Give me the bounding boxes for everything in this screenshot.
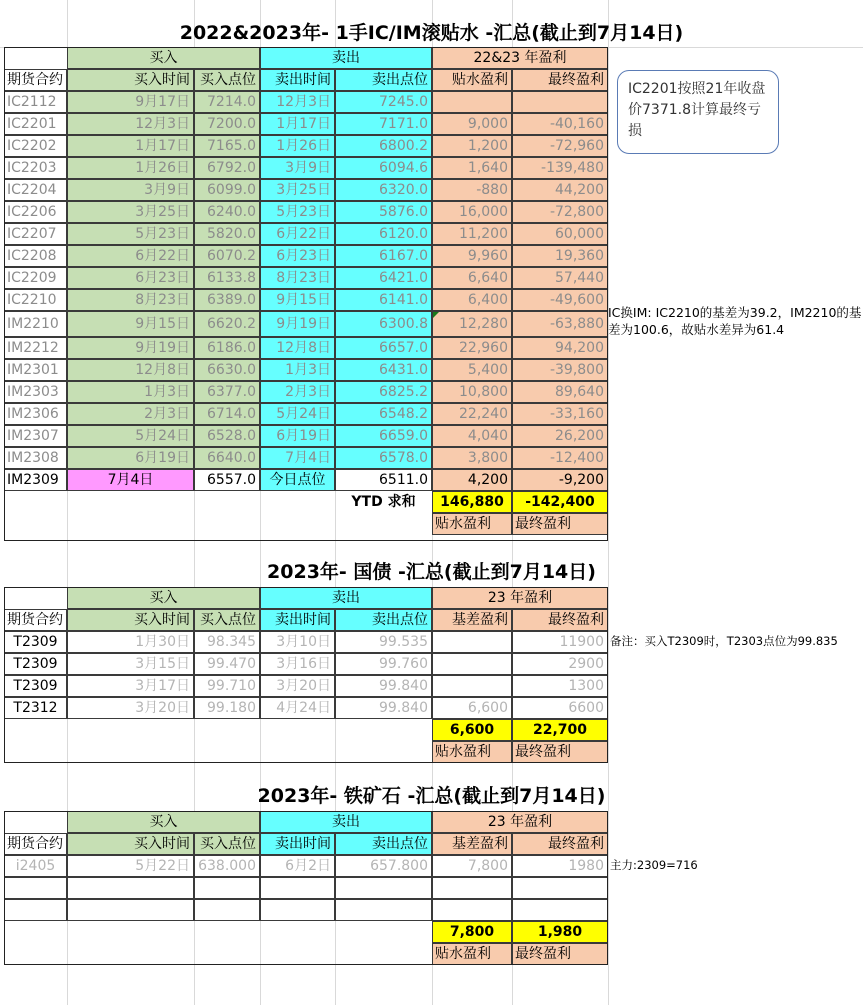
table-cell[interactable]: 26,200 (512, 425, 608, 447)
table-cell-current[interactable]: 今日点位 (260, 469, 335, 491)
table-cell[interactable]: IM2301 (4, 359, 67, 381)
column-header-contract[interactable]: 期货合约 (4, 69, 67, 91)
table-cell[interactable]: 7200.0 (194, 113, 260, 135)
table-cell-current[interactable]: 7月4日 (67, 469, 194, 491)
table-cell[interactable]: T2309 (4, 675, 67, 697)
table-cell[interactable]: 6528.0 (194, 425, 260, 447)
table-cell[interactable]: 11,200 (432, 223, 512, 245)
footer-tieshui-label[interactable]: 贴水盈利 (432, 513, 512, 535)
table-cell[interactable]: 6094.6 (335, 157, 432, 179)
table-cell[interactable]: 6120.0 (335, 223, 432, 245)
table-cell[interactable]: 6141.0 (335, 289, 432, 311)
table-cell[interactable]: 6月23日 (67, 267, 194, 289)
empty-cell[interactable] (512, 877, 608, 899)
ytd-sum-label[interactable]: YTD 求和 (351, 494, 416, 510)
table-cell[interactable]: 6,600 (432, 697, 512, 719)
table-cell[interactable]: 3月20日 (67, 697, 194, 719)
table-cell[interactable]: IC2112 (4, 91, 67, 113)
table-cell[interactable]: IC2207 (4, 223, 67, 245)
table-cell[interactable]: IC2204 (4, 179, 67, 201)
table-cell[interactable]: 1月26日 (67, 157, 194, 179)
table-cell[interactable] (512, 91, 608, 113)
column-header-buy_time[interactable]: 买入时间 (67, 69, 194, 91)
table-cell[interactable]: 6578.0 (335, 447, 432, 469)
column-header-sell_pt[interactable]: 卖出点位 (335, 609, 432, 631)
table-cell[interactable]: 99.840 (335, 697, 432, 719)
empty-cell[interactable] (4, 877, 67, 899)
table-cell[interactable]: IC2201 (4, 113, 67, 135)
comment-callout[interactable]: IC2201按照21年收盘价7371.8计算最终亏损 (617, 70, 779, 154)
section3-title[interactable]: 2023年- 铁矿石 -汇总(截止到7月14日) (257, 784, 606, 807)
table-cell[interactable]: IM2210 (4, 311, 67, 337)
table-cell[interactable]: 3,800 (432, 447, 512, 469)
table-cell[interactable]: 9月17日 (67, 91, 194, 113)
column-header-contract[interactable]: 期货合约 (4, 833, 67, 855)
table-cell[interactable]: IM2212 (4, 337, 67, 359)
column-header-final[interactable]: 最终盈利 (512, 609, 608, 631)
table-cell[interactable]: 3月20日 (260, 675, 335, 697)
table-cell-current[interactable]: 4,200 (432, 469, 512, 491)
table-cell[interactable]: IM2303 (4, 381, 67, 403)
table-cell[interactable]: 6620.2 (194, 311, 260, 337)
column-header-buy_time[interactable]: 买入时间 (67, 833, 194, 855)
table-cell[interactable]: 99.535 (335, 631, 432, 653)
footer-final-label[interactable]: 最终盈利 (512, 513, 608, 535)
table-cell[interactable]: 9月19日 (260, 311, 335, 337)
table-cell[interactable]: 6240.0 (194, 201, 260, 223)
comment-marker-icon[interactable] (433, 312, 439, 318)
buy-group-header[interactable]: 买入 (67, 587, 260, 609)
table-cell[interactable]: 1月3日 (260, 359, 335, 381)
table-cell[interactable]: 89,640 (512, 381, 608, 403)
table-cell[interactable]: -880 (432, 179, 512, 201)
profit-group-header[interactable]: 23 年盈利 (432, 587, 608, 609)
table-cell[interactable]: 3月25日 (260, 179, 335, 201)
table-cell[interactable]: -72,960 (512, 135, 608, 157)
table-cell[interactable]: 7171.0 (335, 113, 432, 135)
empty-cell[interactable] (67, 877, 194, 899)
table-cell[interactable] (432, 631, 512, 653)
sell-group-header[interactable]: 卖出 (260, 47, 432, 69)
empty-cell[interactable] (432, 877, 512, 899)
table-cell[interactable]: 99.840 (335, 675, 432, 697)
bond-basis-total[interactable]: 6,600 (432, 719, 512, 741)
table-cell[interactable]: T2312 (4, 697, 67, 719)
table-cell[interactable] (432, 653, 512, 675)
table-cell[interactable]: 6099.0 (194, 179, 260, 201)
column-header-basis[interactable]: 基差盈利 (432, 609, 512, 631)
table-cell[interactable]: 1,640 (432, 157, 512, 179)
empty-cell[interactable] (260, 899, 335, 921)
table-cell[interactable]: 12月3日 (260, 91, 335, 113)
footer-final-label[interactable]: 最终盈利 (512, 741, 608, 763)
buy-group-header[interactable]: 买入 (67, 47, 260, 69)
table-cell[interactable]: 6640.0 (194, 447, 260, 469)
table-cell[interactable]: 3月9日 (260, 157, 335, 179)
table-cell[interactable]: 6320.0 (335, 179, 432, 201)
table-cell[interactable]: 638.000 (194, 855, 260, 877)
table-cell[interactable]: -49,600 (512, 289, 608, 311)
table-cell[interactable]: 6800.2 (335, 135, 432, 157)
table-cell[interactable]: IC2210 (4, 289, 67, 311)
empty-cell[interactable] (260, 877, 335, 899)
table-cell[interactable]: 5月24日 (260, 403, 335, 425)
table-cell[interactable]: 94,200 (512, 337, 608, 359)
table-cell-current[interactable]: -9,200 (512, 469, 608, 491)
column-header-tieshui[interactable]: 贴水盈利 (432, 69, 512, 91)
table-cell[interactable]: 6月19日 (67, 447, 194, 469)
table-cell[interactable]: IM2308 (4, 447, 67, 469)
table-cell[interactable]: -12,400 (512, 447, 608, 469)
table-cell[interactable]: 10,800 (432, 381, 512, 403)
table-cell[interactable]: 9月19日 (67, 337, 194, 359)
table-cell[interactable]: -139,480 (512, 157, 608, 179)
table-cell[interactable]: 1月30日 (67, 631, 194, 653)
table-cell[interactable]: 6,400 (432, 289, 512, 311)
table-cell[interactable]: 5876.0 (335, 201, 432, 223)
ytd-final-total[interactable]: -142,400 (512, 491, 608, 513)
empty-cell[interactable] (194, 899, 260, 921)
table-cell-current[interactable]: 6557.0 (194, 469, 260, 491)
empty-cell[interactable] (194, 877, 260, 899)
table-cell[interactable]: 5月23日 (260, 201, 335, 223)
profit-group-header[interactable]: 23 年盈利 (432, 811, 608, 833)
table-cell[interactable]: 657.800 (335, 855, 432, 877)
empty-cell[interactable] (512, 899, 608, 921)
table-cell[interactable]: 3月25日 (67, 201, 194, 223)
table-cell[interactable]: IC2208 (4, 245, 67, 267)
section2-title[interactable]: 2023年- 国债 -汇总(截止到7月14日) (267, 560, 596, 583)
table-cell[interactable]: 1月3日 (67, 381, 194, 403)
table-cell[interactable]: 6600 (512, 697, 608, 719)
table-cell[interactable]: 2月3日 (67, 403, 194, 425)
bond-note[interactable]: 备注：买入T2309时，T2303点位为99.835 (610, 634, 838, 649)
table-cell-current[interactable]: 6511.0 (335, 469, 432, 491)
table-cell[interactable]: 6月22日 (67, 245, 194, 267)
column-header-sell_time[interactable]: 卖出时间 (260, 609, 335, 631)
table-cell[interactable]: T2309 (4, 631, 67, 653)
table-cell[interactable]: 9,000 (432, 113, 512, 135)
empty-cell[interactable] (432, 899, 512, 921)
table-cell[interactable]: 6630.0 (194, 359, 260, 381)
table-cell[interactable]: 44,200 (512, 179, 608, 201)
table-cell[interactable]: 6133.8 (194, 267, 260, 289)
table-cell[interactable]: 1980 (512, 855, 608, 877)
column-header-final[interactable]: 最终盈利 (512, 833, 608, 855)
column-header-buy_pt[interactable]: 买入点位 (194, 609, 260, 631)
table-cell[interactable]: 12月8日 (260, 337, 335, 359)
table-cell[interactable]: 16,000 (432, 201, 512, 223)
table-cell[interactable]: -40,160 (512, 113, 608, 135)
table-cell[interactable]: 5,400 (432, 359, 512, 381)
table-cell[interactable]: 99.470 (194, 653, 260, 675)
bond-final-total[interactable]: 22,700 (512, 719, 608, 741)
table-cell[interactable]: 1月26日 (260, 135, 335, 157)
table-cell[interactable]: IC2203 (4, 157, 67, 179)
table-cell[interactable]: IM2307 (4, 425, 67, 447)
table-cell[interactable]: 6167.0 (335, 245, 432, 267)
table-cell[interactable]: 12月8日 (67, 359, 194, 381)
column-header-sell_time[interactable]: 卖出时间 (260, 833, 335, 855)
footer-tieshui-label[interactable]: 贴水盈利 (432, 741, 512, 763)
table-cell[interactable]: 9月15日 (260, 289, 335, 311)
column-header-sell_pt[interactable]: 卖出点位 (335, 833, 432, 855)
table-cell[interactable]: 9月15日 (67, 311, 194, 337)
table-cell[interactable]: 7245.0 (335, 91, 432, 113)
table-cell[interactable] (432, 675, 512, 697)
table-cell[interactable]: 99.710 (194, 675, 260, 697)
table-cell[interactable]: 1月17日 (67, 135, 194, 157)
iron-ore-note[interactable]: 主力:2309=716 (610, 858, 698, 873)
table-cell[interactable]: 6月23日 (260, 245, 335, 267)
table-cell[interactable]: 4,040 (432, 425, 512, 447)
table-cell[interactable]: IC2206 (4, 201, 67, 223)
ytd-tieshui-total[interactable]: 146,880 (432, 491, 512, 513)
table-cell[interactable]: 6714.0 (194, 403, 260, 425)
table-cell[interactable]: 6421.0 (335, 267, 432, 289)
table-cell[interactable]: -63,880 (512, 311, 608, 337)
footer-tieshui-label[interactable]: 贴水盈利 (432, 943, 512, 965)
table-cell[interactable]: 7月4日 (260, 447, 335, 469)
table-cell[interactable] (432, 91, 512, 113)
table-cell[interactable]: 5月22日 (67, 855, 194, 877)
table-cell[interactable]: i2405 (4, 855, 67, 877)
table-cell[interactable]: 1300 (512, 675, 608, 697)
table-cell[interactable]: 7214.0 (194, 91, 260, 113)
sell-group-header[interactable]: 卖出 (260, 811, 432, 833)
column-header-buy_pt[interactable]: 买入点位 (194, 833, 260, 855)
table-cell[interactable]: 22,960 (432, 337, 512, 359)
section1-title[interactable]: 2022&2023年- 1手IC/IM滚贴水 -汇总(截止到7月14日) (179, 21, 684, 44)
column-header-final[interactable]: 最终盈利 (512, 69, 608, 91)
table-cell[interactable]: 6825.2 (335, 381, 432, 403)
empty-cell[interactable] (67, 899, 194, 921)
column-header-sell_pt[interactable]: 卖出点位 (335, 69, 432, 91)
table-cell[interactable]: -39,800 (512, 359, 608, 381)
table-cell-current[interactable]: IM2309 (4, 469, 67, 491)
table-cell[interactable]: 5月23日 (67, 223, 194, 245)
iron-basis-total[interactable]: 7,800 (432, 921, 512, 943)
table-cell[interactable]: 6,640 (432, 267, 512, 289)
table-cell[interactable]: 1月17日 (260, 113, 335, 135)
table-cell[interactable]: 57,440 (512, 267, 608, 289)
table-cell[interactable]: 6548.2 (335, 403, 432, 425)
table-cell[interactable]: 1,200 (432, 135, 512, 157)
table-cell[interactable]: 3月10日 (260, 631, 335, 653)
table-cell[interactable]: 6月19日 (260, 425, 335, 447)
table-cell[interactable]: IC2202 (4, 135, 67, 157)
table-cell[interactable]: 6300.8 (335, 311, 432, 337)
table-cell[interactable]: 6377.0 (194, 381, 260, 403)
table-cell[interactable]: 6657.0 (335, 337, 432, 359)
table-cell[interactable]: 4月24日 (260, 697, 335, 719)
table-cell[interactable]: 2月3日 (260, 381, 335, 403)
table-cell[interactable]: 6070.2 (194, 245, 260, 267)
table-cell[interactable]: 12,280 (432, 311, 512, 337)
table-cell[interactable]: 6月22日 (260, 223, 335, 245)
table-cell[interactable]: 6389.0 (194, 289, 260, 311)
column-header-buy_time[interactable]: 买入时间 (67, 609, 194, 631)
table-cell[interactable]: 3月9日 (67, 179, 194, 201)
table-cell[interactable]: 5820.0 (194, 223, 260, 245)
table-cell[interactable]: 98.345 (194, 631, 260, 653)
table-cell[interactable]: 5月24日 (67, 425, 194, 447)
table-cell[interactable]: 99.180 (194, 697, 260, 719)
sell-group-header[interactable]: 卖出 (260, 587, 432, 609)
table-cell[interactable]: 8月23日 (67, 289, 194, 311)
column-header-buy_pt[interactable]: 买入点位 (194, 69, 260, 91)
table-cell[interactable]: 7,800 (432, 855, 512, 877)
table-cell[interactable]: IM2306 (4, 403, 67, 425)
table-cell[interactable]: 8月23日 (260, 267, 335, 289)
table-cell[interactable]: 9,960 (432, 245, 512, 267)
iron-final-total[interactable]: 1,980 (512, 921, 608, 943)
table-cell[interactable]: -33,160 (512, 403, 608, 425)
table-cell[interactable]: 6792.0 (194, 157, 260, 179)
profit-group-header[interactable]: 22&23 年盈利 (432, 47, 608, 69)
table-cell[interactable]: 7165.0 (194, 135, 260, 157)
table-cell[interactable]: -72,800 (512, 201, 608, 223)
table-cell[interactable]: T2309 (4, 653, 67, 675)
table-cell[interactable]: 6月2日 (260, 855, 335, 877)
table-cell[interactable]: 11900 (512, 631, 608, 653)
table-cell[interactable]: 3月15日 (67, 653, 194, 675)
empty-cell[interactable] (4, 899, 67, 921)
table-cell[interactable]: 99.760 (335, 653, 432, 675)
table-cell[interactable]: 6659.0 (335, 425, 432, 447)
table-cell[interactable]: 22,240 (432, 403, 512, 425)
empty-cell[interactable] (335, 899, 432, 921)
footer-final-label[interactable]: 最终盈利 (512, 943, 608, 965)
column-header-basis[interactable]: 基差盈利 (432, 833, 512, 855)
table-cell[interactable]: 19,360 (512, 245, 608, 267)
column-header-contract[interactable]: 期货合约 (4, 609, 67, 631)
im-basis-note[interactable]: IC换IM: IC2210的基差为39.2，IM2210的基差为100.6，故贴水差异为61.4 (608, 305, 862, 337)
buy-group-header[interactable]: 买入 (67, 811, 260, 833)
table-cell[interactable]: 12月3日 (67, 113, 194, 135)
column-header-sell_time[interactable]: 卖出时间 (260, 69, 335, 91)
table-cell[interactable]: 60,000 (512, 223, 608, 245)
table-cell[interactable]: 2900 (512, 653, 608, 675)
table-cell[interactable]: 6431.0 (335, 359, 432, 381)
table-cell[interactable]: 3月16日 (260, 653, 335, 675)
empty-cell[interactable] (335, 877, 432, 899)
table-cell[interactable]: 3月17日 (67, 675, 194, 697)
table-cell[interactable]: IC2209 (4, 267, 67, 289)
table-cell[interactable]: 6186.0 (194, 337, 260, 359)
